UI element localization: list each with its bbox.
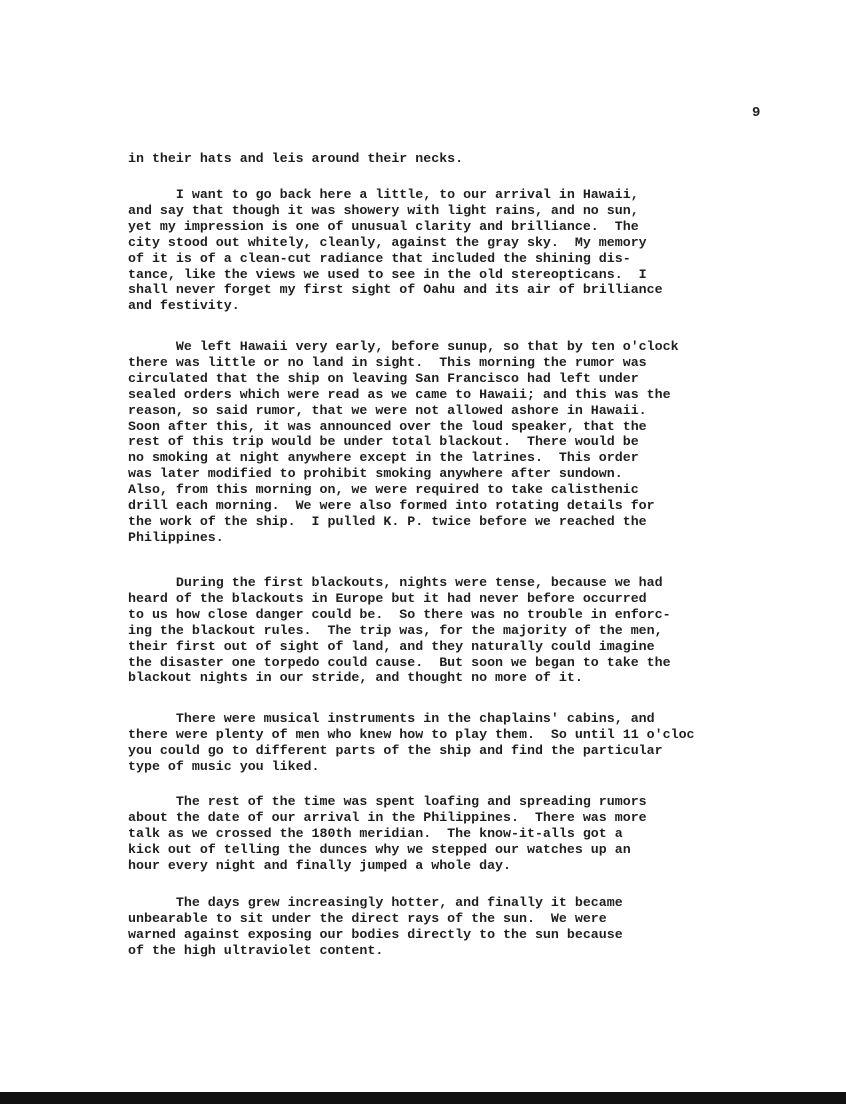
text-line: Philippines. bbox=[128, 529, 224, 545]
paragraph-6 bbox=[128, 794, 647, 874]
text-line: sealed orders which were read as we came to Hawaii; and this was the bbox=[128, 386, 671, 402]
text-line: warned against exposing our bodies directly to the sun because bbox=[128, 926, 623, 942]
text-line: Soon after this, it was announced over the loud speaker, that the bbox=[128, 418, 647, 434]
text-line: The days grew increasingly hotter, and finally it became bbox=[128, 895, 623, 910]
text-line: type of music you liked. bbox=[128, 758, 320, 774]
paragraph-2 bbox=[128, 187, 663, 314]
text-line: During the first blackouts, nights were tense, because we had bbox=[128, 575, 663, 590]
paragraph-7 bbox=[128, 895, 623, 959]
text-line: in their hats and leis around their necks. bbox=[128, 151, 464, 166]
paragraph-4 bbox=[128, 575, 671, 686]
page-number: 9 bbox=[752, 105, 761, 121]
text-line: the work of the ship. I pulled K. P. twice before we reached the bbox=[128, 513, 647, 529]
text-line: to us how close danger could be. So there was no trouble in enforc- bbox=[128, 606, 671, 622]
scan-edge-bar bbox=[0, 1092, 846, 1104]
text-line: the disaster one torpedo could cause. But soon we began to take the bbox=[128, 654, 671, 670]
text-line: There were musical instruments in the chaplains' cabins, and bbox=[128, 711, 655, 726]
text-line: kick out of telling the dunces why we stepped our watches up an bbox=[128, 841, 631, 857]
text-line: circulated that the ship on leaving San Francisco had left under bbox=[128, 370, 639, 386]
text-line: The rest of the time was spent loafing and spreading rumors bbox=[128, 794, 647, 809]
text-line: talk as we crossed the 180th meridian. The know-it-alls got a bbox=[128, 825, 623, 841]
text-line: blackout nights in our stride, and thought no more of it. bbox=[128, 670, 583, 686]
text-line: was later modified to prohibit smoking anywhere after sundown. bbox=[128, 466, 623, 482]
text-line: ing the blackout rules. The trip was, for the majority of the men, bbox=[128, 622, 663, 638]
text-line: no smoking at night anywhere except in the latrines. This order bbox=[128, 450, 639, 466]
text-line: drill each morning. We were also formed into rotating details for bbox=[128, 498, 655, 514]
text-line: you could go to different parts of the ship and find the particular bbox=[128, 742, 663, 758]
text-line: rest of this trip would be under total blackout. There would be bbox=[128, 434, 639, 450]
text-line: about the date of our arrival in the Philippines. There was more bbox=[128, 809, 647, 825]
text-line: heard of the blackouts in Europe but it had never before occurred bbox=[128, 590, 647, 606]
text-line: and say that though it was showery with light rains, and no sun, bbox=[128, 202, 639, 218]
text-line: I want to go back here a little, to our arrival in Hawaii, bbox=[128, 187, 639, 202]
paragraph-1 bbox=[128, 151, 463, 167]
text-line: city stood out whitely, cleanly, against the gray sky. My memory bbox=[128, 234, 647, 250]
text-line: their first out of sight of land, and they naturally could imagine bbox=[128, 638, 655, 654]
text-line: of the high ultraviolet content. bbox=[128, 942, 384, 958]
text-line: and festivity. bbox=[128, 298, 240, 314]
text-line: unbearable to sit under the direct rays of the sun. We were bbox=[128, 910, 607, 926]
text-line: there was little or no land in sight. This morning the rumor was bbox=[128, 354, 647, 370]
text-line: hour every night and finally jumped a whole day. bbox=[128, 857, 512, 873]
text-line: there were plenty of men who knew how to play them. So until 11 o'cloc bbox=[128, 726, 695, 742]
text-line: shall never forget my first sight of Oahu and its air of brilliance bbox=[128, 282, 663, 298]
text-line: of it is of a clean-cut radiance that included the shining dis- bbox=[128, 250, 631, 266]
text-line: We left Hawaii very early, before sunup, so that by ten o'clock bbox=[128, 339, 679, 354]
text-line: yet my impression is one of unusual clarity and brilliance. The bbox=[128, 218, 639, 234]
text-line: Also, from this morning on, we were required to take calisthenic bbox=[128, 482, 639, 498]
paragraph-5 bbox=[128, 711, 695, 775]
text-line: reason, so said rumor, that we were not allowed ashore in Hawaii. bbox=[128, 402, 647, 418]
text-line: tance, like the views we used to see in the old stereopticans. I bbox=[128, 266, 647, 282]
paragraph-3 bbox=[128, 339, 679, 546]
